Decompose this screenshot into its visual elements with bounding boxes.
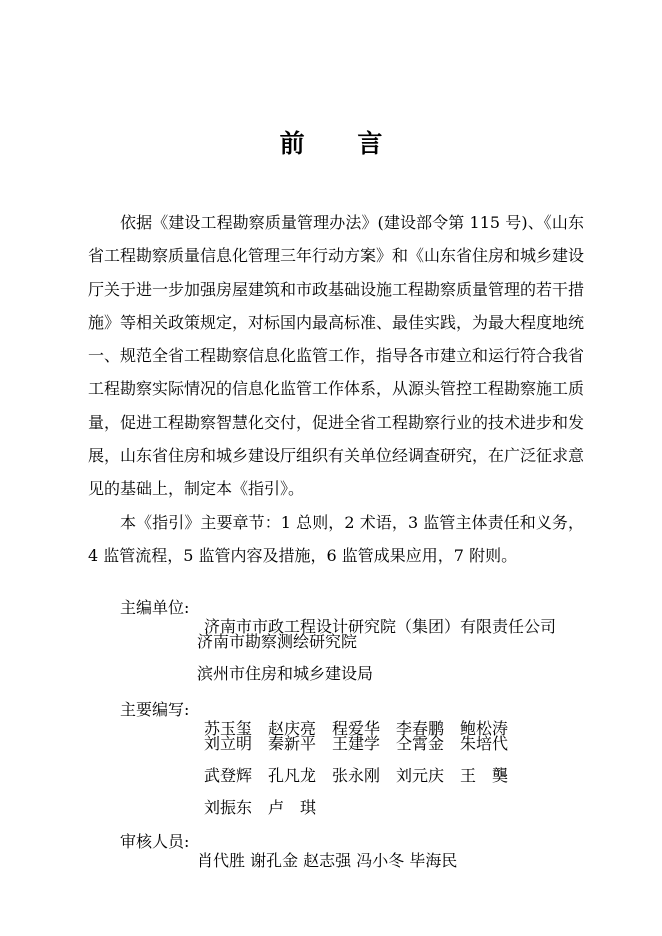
reviewers-label: 审核人员: (120, 832, 190, 851)
page-title: 前 言 (279, 129, 405, 158)
chief-unit-2: 济南市勘察测绘研究院 (197, 632, 358, 651)
preface-body (88, 206, 584, 572)
editors-names-3: 武登辉 孔凡龙 张永刚 刘元庆 王 龑 (204, 766, 509, 785)
editors-names-1: 苏玉玺 赵庆亮 程爱华 李春鹏 鲍松涛 (204, 719, 509, 738)
preface-paragraph-2: 本《指引》主要章节：1 总则，2 术语，3 监管主体责任和义务，4 监管流程，5 监管内容及措施，6 监管成果应用，7 附则。 (88, 512, 584, 565)
editors-names-2: 刘立明 秦新平 王建学 仝霄金 朱培代 (204, 734, 509, 753)
editors-label: 主要编写: (120, 700, 190, 719)
editors-names-4: 刘振东 卢 琪 (204, 798, 317, 817)
chief-unit-1: 济南市市政工程设计研究院（集团）有限责任公司 (204, 617, 557, 636)
reviewers-row (0, 810, 458, 886)
chief-units-label: 主编单位: (120, 598, 190, 617)
preface-paragraph-1: 依据《建设工程勘察质量管理办法》(建设部令第 115 号)、《山东省工程勘察质量信息化管理三年行动方案》和《山东省住房和城乡建设厅关于进一步加强房屋建筑和市政基础设施工程勘察质量管理的若干措施》等相关政策规定，对标国内最高标准、最佳实践，为最大程度地统一、规范全省工程勘察信息化监管工作，指导各市建立和运行符合我省工程勘察实际情况的信息化监管工作体系，从源头管控工程勘察施工质量，促进工程勘察智慧化交付，促进全省工程勘察行业的技术进步和发展，山东省住房和城乡建设厅组织有关单位经调查研究，在广泛征求意见的基础上，制定本《指引》。 (88, 213, 585, 499)
reviewers-names: 肖代胜 谢孔金 赵志强 冯小冬 毕海民 (197, 851, 458, 870)
chief-unit-3: 滨州市住房和城乡建设局 (197, 664, 374, 683)
